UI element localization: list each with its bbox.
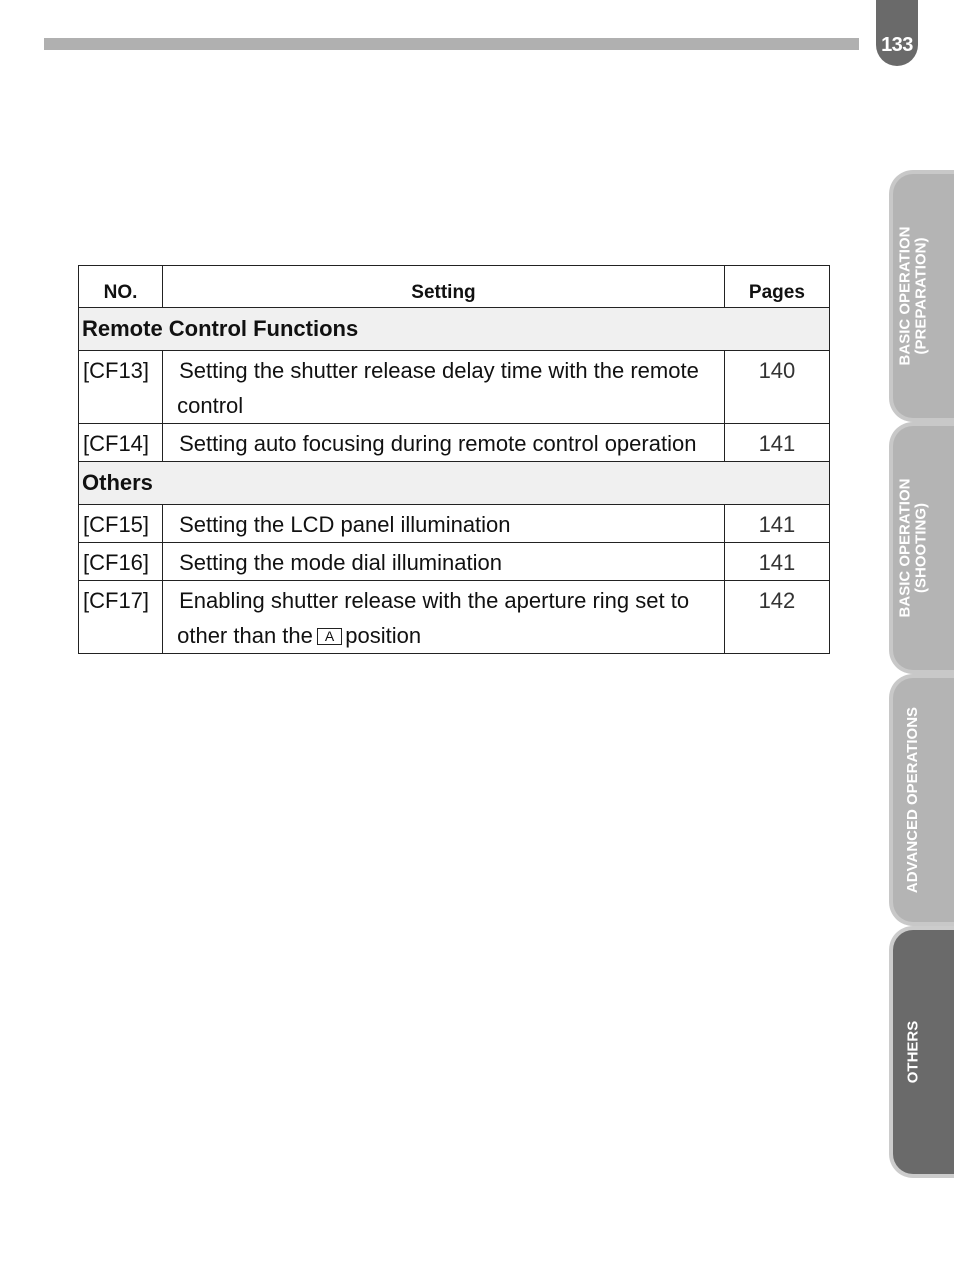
row-pages: 140 bbox=[724, 351, 829, 424]
section-row-others bbox=[79, 462, 830, 505]
row-pages: 142 bbox=[724, 581, 829, 654]
row-no: [CF15] bbox=[79, 505, 163, 543]
setting-text-cont: control bbox=[177, 393, 244, 418]
setting-text: Setting auto focusing during remote control operation bbox=[179, 431, 697, 456]
aperture-a-symbol: A bbox=[317, 628, 342, 645]
row-no: [CF13] bbox=[79, 351, 163, 424]
row-pages: 141 bbox=[724, 543, 829, 581]
side-tab-label: BASIC OPERATION (PREPARATION) bbox=[896, 226, 929, 366]
side-tab-basic-preparation[interactable] bbox=[889, 170, 954, 422]
setting-text: Setting the LCD panel illumination bbox=[179, 512, 511, 537]
table-row bbox=[79, 351, 830, 424]
setting-text-cont bbox=[177, 618, 724, 653]
side-tab-label: BASIC OPERATION (SHOOTING) bbox=[896, 478, 929, 618]
row-setting bbox=[163, 351, 725, 424]
row-setting bbox=[163, 424, 725, 462]
table-header-row bbox=[79, 266, 830, 308]
row-pages: 141 bbox=[724, 424, 829, 462]
table-row bbox=[79, 543, 830, 581]
setting-text-pre: other than the bbox=[177, 623, 313, 648]
table-row bbox=[79, 424, 830, 462]
header-no: NO. bbox=[79, 266, 163, 308]
page-number: 133 bbox=[881, 34, 913, 56]
header-rule bbox=[44, 38, 859, 50]
side-tab-label: OTHERS bbox=[904, 1020, 922, 1084]
page-number-tab bbox=[876, 0, 918, 66]
setting-text: Setting the mode dial illumination bbox=[179, 550, 502, 575]
side-tab-label: ADVANCED OPERATIONS bbox=[904, 706, 921, 894]
row-no: [CF14] bbox=[79, 424, 163, 462]
side-tab-others[interactable] bbox=[889, 926, 954, 1178]
side-tab-basic-shooting[interactable] bbox=[889, 422, 954, 674]
section-title: Remote Control Functions bbox=[79, 308, 830, 351]
custom-function-table bbox=[78, 265, 830, 654]
table-row bbox=[79, 581, 830, 654]
row-no: [CF17] bbox=[79, 581, 163, 654]
table-row bbox=[79, 505, 830, 543]
setting-text: Setting the shutter release delay time with the remote bbox=[179, 358, 699, 383]
row-setting bbox=[163, 505, 725, 543]
row-setting bbox=[163, 543, 725, 581]
row-pages: 141 bbox=[724, 505, 829, 543]
setting-text: Enabling shutter release with the aperture ring set to bbox=[179, 588, 690, 613]
header-pages: Pages bbox=[724, 266, 829, 308]
row-setting bbox=[163, 581, 725, 654]
side-tab-advanced-operations[interactable] bbox=[889, 674, 954, 926]
setting-text-post: position bbox=[345, 623, 422, 648]
row-no: [CF16] bbox=[79, 543, 163, 581]
section-row-remote bbox=[79, 308, 830, 351]
header-setting: Setting bbox=[163, 266, 725, 308]
section-title: Others bbox=[79, 462, 830, 505]
